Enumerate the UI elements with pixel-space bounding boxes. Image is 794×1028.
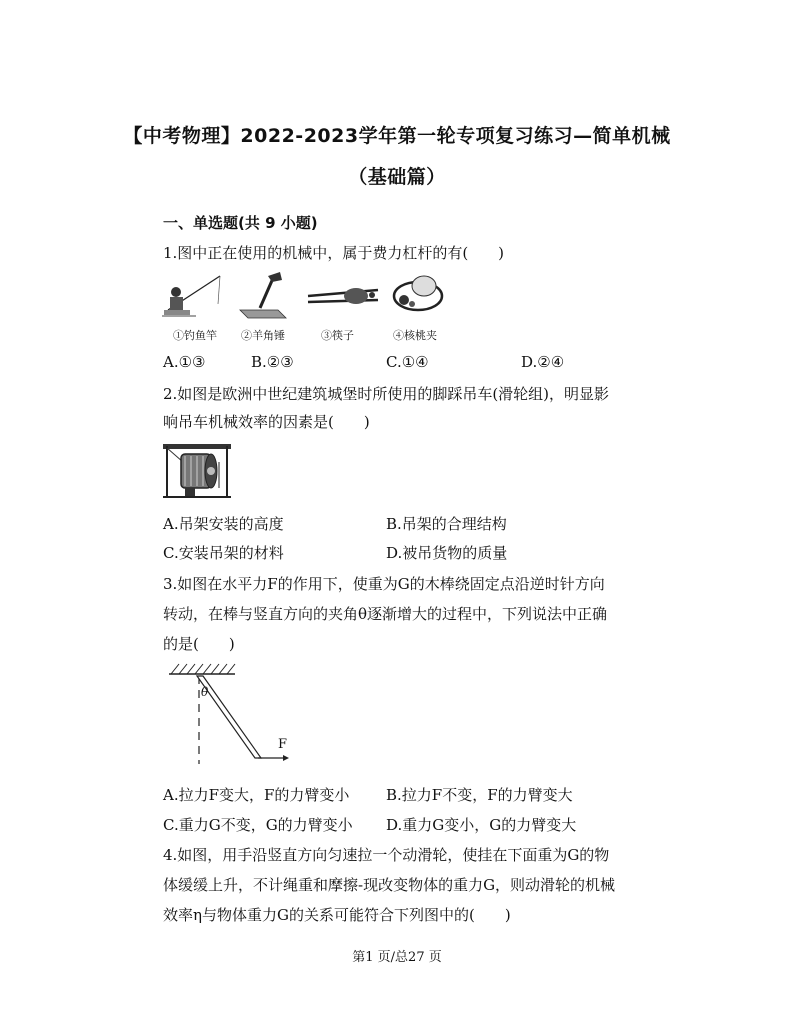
q1-figure [160, 270, 450, 322]
q1-option-a: A.①③ [163, 353, 206, 371]
angle-label: θ [201, 685, 209, 699]
q1-caption-2: ②羊角锤 [241, 329, 285, 342]
force-arrow-head [283, 755, 289, 761]
section-heading: 一、单选题(共 9 小题) [163, 214, 318, 232]
q2-stem-line1: 2.如图是欧洲中世纪建筑城堡时所使用的脚踩吊车(滑轮组)，明显影 [163, 385, 610, 403]
nutcracker-image [394, 276, 442, 310]
q4-stem-line2: 体缓缓上升，不计绳重和摩擦-现改变物体的重力G，则动滑轮的机械 [163, 876, 616, 894]
document-title: 【中考物理】2022-2023学年第一轮专项复习练习—简单机械 [123, 125, 671, 147]
q1-caption-4: ④核桃夹 [393, 329, 437, 342]
q3-stem-line2: 转动，在棒与竖直方向的夹角θ逐渐增大的过程中，下列说法中正确 [163, 605, 608, 623]
rod-force-diagram [165, 660, 295, 772]
q3-stem-line1: 3.如图在水平力F的作用下，使重为G的木棒绕固定点沿逆时针方向 [163, 575, 605, 593]
q1-stem: 1.图中正在使用的机械中，属于费力杠杆的有( ) [163, 244, 505, 262]
q2-option-b: B.吊架的合理结构 [386, 515, 507, 533]
q2-option-c: C.安装吊架的材料 [163, 544, 284, 562]
q3-option-c: C.重力G不变，G的力臂变小 [163, 816, 353, 834]
q3-option-b: B.拉力F不变，F的力臂变大 [386, 786, 573, 804]
q1-option-b: B.②③ [251, 353, 294, 371]
chopsticks-image [308, 288, 378, 304]
fishing-rod-image [162, 276, 220, 316]
ceiling-hatching [171, 664, 235, 674]
q4-stem-line3: 效率η与物体重力G的关系可能符合下列图中的( ) [163, 906, 511, 924]
q3-stem-line3: 的是( ) [163, 635, 235, 653]
claw-hammer-image [240, 272, 286, 318]
q1-caption-1: ①钓鱼竿 [173, 329, 217, 342]
page-footer: 第1 页/总27 页 [352, 950, 442, 965]
q2-option-a: A.吊架安装的高度 [163, 515, 284, 533]
q2-stem-line2: 响吊车机械效率的因素是( ) [163, 413, 370, 431]
q2-option-d: D.被吊货物的质量 [386, 544, 508, 562]
q1-option-c: C.①④ [386, 353, 429, 371]
q1-caption-3: ③筷子 [321, 329, 354, 342]
force-label: F [278, 737, 288, 752]
q3-option-d: D.重力G变小，G的力臂变大 [386, 816, 577, 834]
q1-option-d: D.②④ [521, 353, 565, 371]
q3-option-a: A.拉力F变大，F的力臂变小 [163, 786, 350, 804]
treadwheel-crane-image [163, 442, 233, 500]
q4-stem-line1: 4.如图，用手沿竖直方向匀速拉一个动滑轮，使挂在下面重为G的物 [163, 846, 610, 864]
document-subtitle: （基础篇） [348, 166, 446, 188]
